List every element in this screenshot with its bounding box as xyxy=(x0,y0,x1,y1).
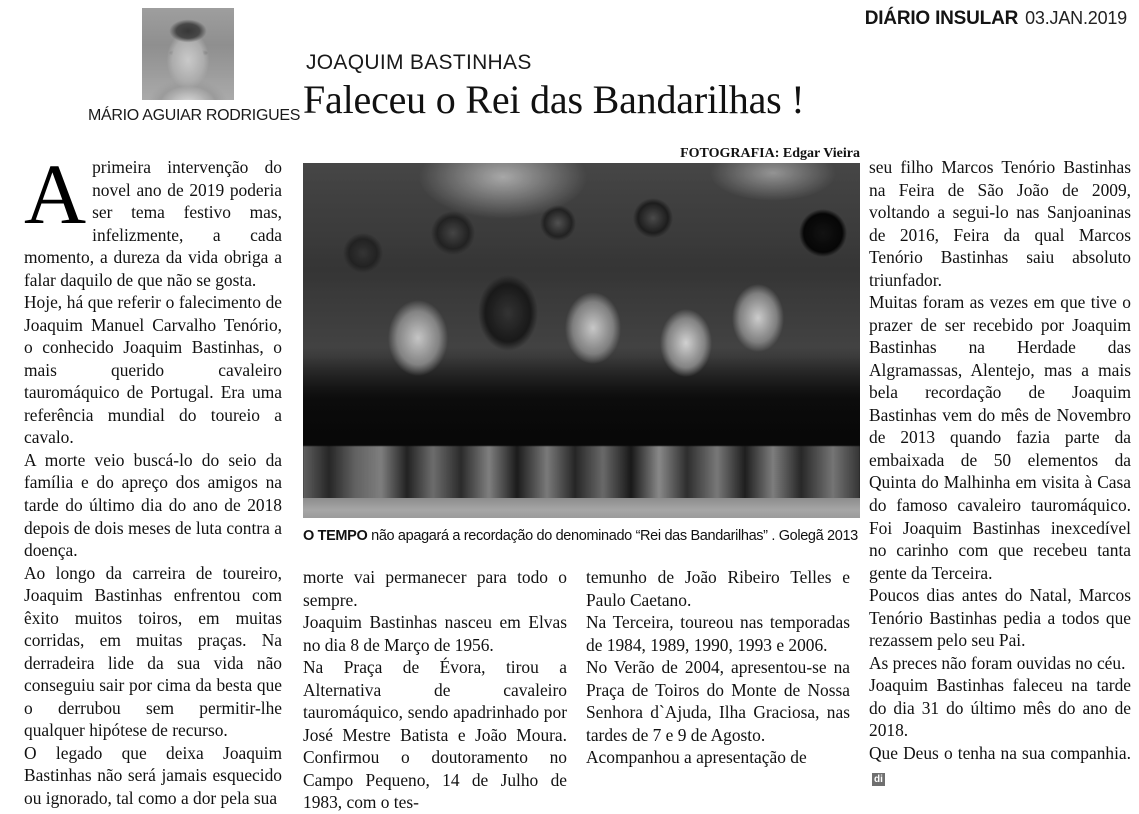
paragraph-text: primeira intervenção do novel ano de 2019 poderia ser tema festivo mas, infelizmente, a cada momento, a dureza da vida obriga a falar daquilo de que não se gosta. xyxy=(24,157,282,290)
paragraph: morte vai permanecer para todo o sempre. xyxy=(303,567,567,610)
paragraph: Ao longo da carreira de toureiro, Joaquim Bastinhas enfrentou com êxito muitos toiros, em muitas corridas, em muitas praças. Na derradeira lide da sua vida não conseguiu sair por cima da besta que o derrubou sem permitir-lhe qualquer hipótese de recurso. xyxy=(24,562,282,741)
article-photo xyxy=(303,163,860,518)
photo-caption-text: não apagará a recordação do denominado “Rei das Bandarilhas” . Golegã 2013 xyxy=(367,528,858,544)
masthead xyxy=(865,8,1127,30)
author-headshot xyxy=(142,8,234,100)
headline-block xyxy=(303,52,863,121)
end-mark-icon: di xyxy=(872,773,885,786)
masthead-date: 03.JAN.2019 xyxy=(1025,8,1127,28)
paragraph: As preces não foram ouvidas no céu. xyxy=(869,652,1126,673)
paragraph: Acompanhou a apresentação de xyxy=(586,747,807,768)
paragraph: Na Praça de Évora, tirou a Alternativa de cavaleiro tauromáquico, sendo apadrinhado por José Mestre Batista e João Moura. Confirmou o doutoramento no Campo Pequeno, 14 de Julho de 1983, com o tes- xyxy=(303,657,567,813)
paragraph: Na Terceira, toureou nas temporadas de 1984, 1989, 1990, 1993 e 2006. xyxy=(586,612,850,655)
photo-caption xyxy=(303,528,860,544)
paragraph xyxy=(24,146,282,291)
paragraph: Joaquim Bastinhas nasceu em Elvas no dia 8 de Março de 1956. xyxy=(303,612,567,655)
article-kicker: JOAQUIM BASTINHAS xyxy=(306,51,532,74)
masthead-title: DIÁRIO INSULAR xyxy=(864,8,1019,29)
paragraph: O legado que deixa Joaquim Bastinhas não será jamais esquecido ou ignorado, tal como a dor pela sua xyxy=(24,742,282,808)
photo-caption-lead: O TEMPO xyxy=(303,528,368,544)
page-title: Faleceu o Rei das Bandarilhas ! xyxy=(303,77,805,122)
body-column-3 xyxy=(586,566,850,806)
paragraph: Joaquim Bastinhas faleceu na tarde do dia 31 do último mês do ano de 2018. xyxy=(869,675,1131,741)
paragraph: A morte veio buscá-lo do seio da família e do apreço dos amigos na tarde do último dia do ano de 2018 depois de dois meses de luta contra a doença. xyxy=(24,449,282,561)
photo-ground xyxy=(303,498,860,518)
paragraph: Muitas foram as vezes em que tive o prazer de ser recebido por Joaquim Bastinhas na Herdade das Algramassas, Alentejo, mas a mais bela recordação de Joaquim Bastinhas vem do mês de Novembro de 2013 quando fazia parte da embaixada de 50 elementos da Quinta do Malhinha em visita à Casa do famoso cavaleiro tauromáquico. Foi Joaquim Bastinhas inexcedível no carinho com que recebeu tanta gente da Terceira. xyxy=(869,292,1131,583)
paragraph: Poucos dias antes do Natal, Marcos Tenório Bastinhas pedia a todos que rezassem pelo seu Pai. xyxy=(869,585,1131,651)
body-column-2 xyxy=(303,566,567,813)
photo-credit: FOTOGRAFIA: Edgar Vieira xyxy=(680,146,860,161)
paragraph: No Verão de 2004, apresentou-se na Praça de Toiros do Monte de Nossa Senhora d`Ajuda, Ilha Graciosa, nas tardes de 7 e 9 de Agosto. xyxy=(586,657,850,745)
paragraph: seu filho Marcos Tenório Bastinhas na Feira de São João de 2009, voltando a segui-lo nas Sanjoaninas de 2016, Feira da qual Marcos Tenório Bastinhas saiu absoluto triunfador. xyxy=(869,157,1131,290)
author-headshot-image xyxy=(142,8,234,100)
body-column-1 xyxy=(24,146,282,808)
author-block xyxy=(88,8,301,125)
drop-cap: A xyxy=(24,146,87,242)
paragraph-text: Que Deus o tenha na sua companhia. xyxy=(869,742,1131,763)
body-column-4 xyxy=(869,156,1131,804)
paragraph-last xyxy=(869,742,1131,787)
author-name: MÁRIO AGUIAR RODRIGUES xyxy=(88,107,301,124)
paragraph: temunho de João Ribeiro Telles e Paulo Caetano. xyxy=(586,567,850,610)
paragraph: Hoje, há que referir o falecimento de Joaquim Manuel Carvalho Tenório, o conhecido Joaquim Bastinhas, o mais querido cavaleiro tauromáquico de Portugal. Era uma referência mundial do toureio a cavalo. xyxy=(24,292,282,448)
